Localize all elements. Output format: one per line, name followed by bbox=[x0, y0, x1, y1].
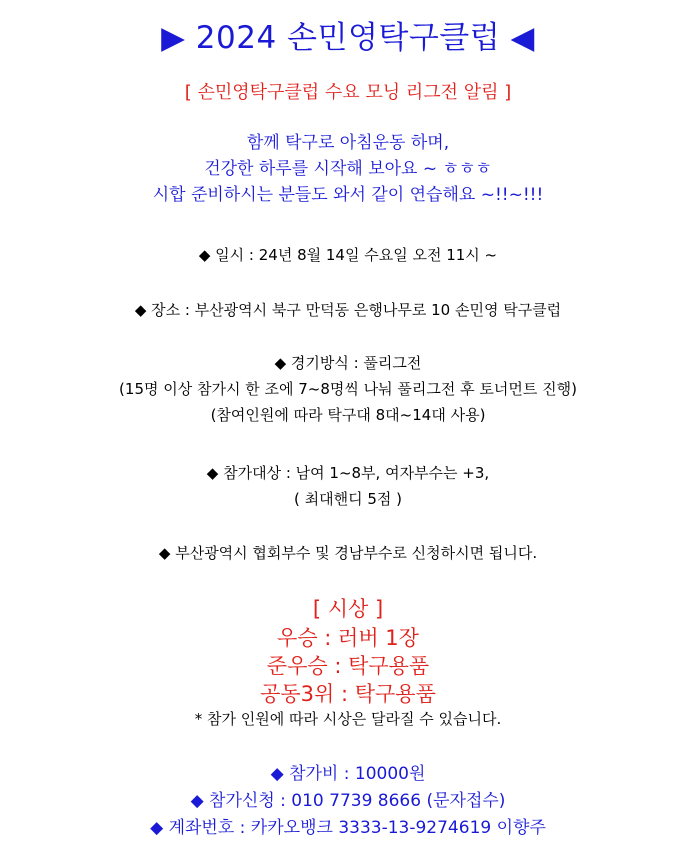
prize-heading: [ 시상 ] bbox=[312, 597, 384, 621]
event-date: ◆ 일시 : 24년 8월 14일 수요일 오전 11시 ~ bbox=[198, 246, 498, 264]
match-format-detail-2: (참여인원에 따라 탁구대 8대~14대 사용) bbox=[210, 406, 486, 424]
match-format-heading: ◆ 경기방식 : 풀리그전 bbox=[274, 354, 422, 372]
application-contact: ◆ 참가신청 : 010 7739 8666 (문자접수) bbox=[190, 791, 506, 811]
prize-third: 공동3위 : 탁구용품 bbox=[260, 682, 436, 706]
eligibility-line-2: ( 최대핸디 5점 ) bbox=[293, 490, 402, 508]
bank-account: ◆ 계좌번호 : 카카오뱅크 3333-13-9274619 이향주 bbox=[150, 818, 546, 838]
event-place: ◆ 장소 : 부산광역시 북구 만덕동 은행나무로 10 손민영 탁구클럽 bbox=[134, 301, 562, 319]
intro-line-2: 건강한 하루를 시작해 보아요 ~ ㅎㅎㅎ bbox=[204, 159, 492, 179]
prize-first: 우승 : 러버 1장 bbox=[277, 626, 419, 650]
registration-note: ◆ 부산광역시 협회부수 및 경남부수로 신청하시면 됩니다. bbox=[158, 544, 538, 562]
notice-heading: [ 손민영탁구클럽 수요 모닝 리그전 알림 ] bbox=[184, 82, 512, 103]
prize-note: * 참가 인원에 따라 시상은 달라질 수 있습니다. bbox=[194, 710, 502, 728]
prize-second: 준우승 : 탁구용품 bbox=[266, 654, 430, 678]
page-title: ▶ 2024 손민영탁구클럽 ◀ bbox=[161, 20, 535, 56]
intro-line-3: 시합 준비하시는 분들도 와서 같이 연습해요 ~!!~!!! bbox=[152, 185, 544, 205]
match-format-detail-1: (15명 이상 참가시 한 조에 7~8명씩 나눠 풀리그전 후 토너먼트 진행) bbox=[119, 380, 577, 398]
eligibility-line-1: ◆ 참가대상 : 남여 1~8부, 여자부수는 +3, bbox=[206, 464, 490, 482]
entry-fee: ◆ 참가비 : 10000원 bbox=[270, 764, 426, 784]
intro-line-1: 함께 탁구로 아침운동 하며, bbox=[246, 133, 450, 153]
